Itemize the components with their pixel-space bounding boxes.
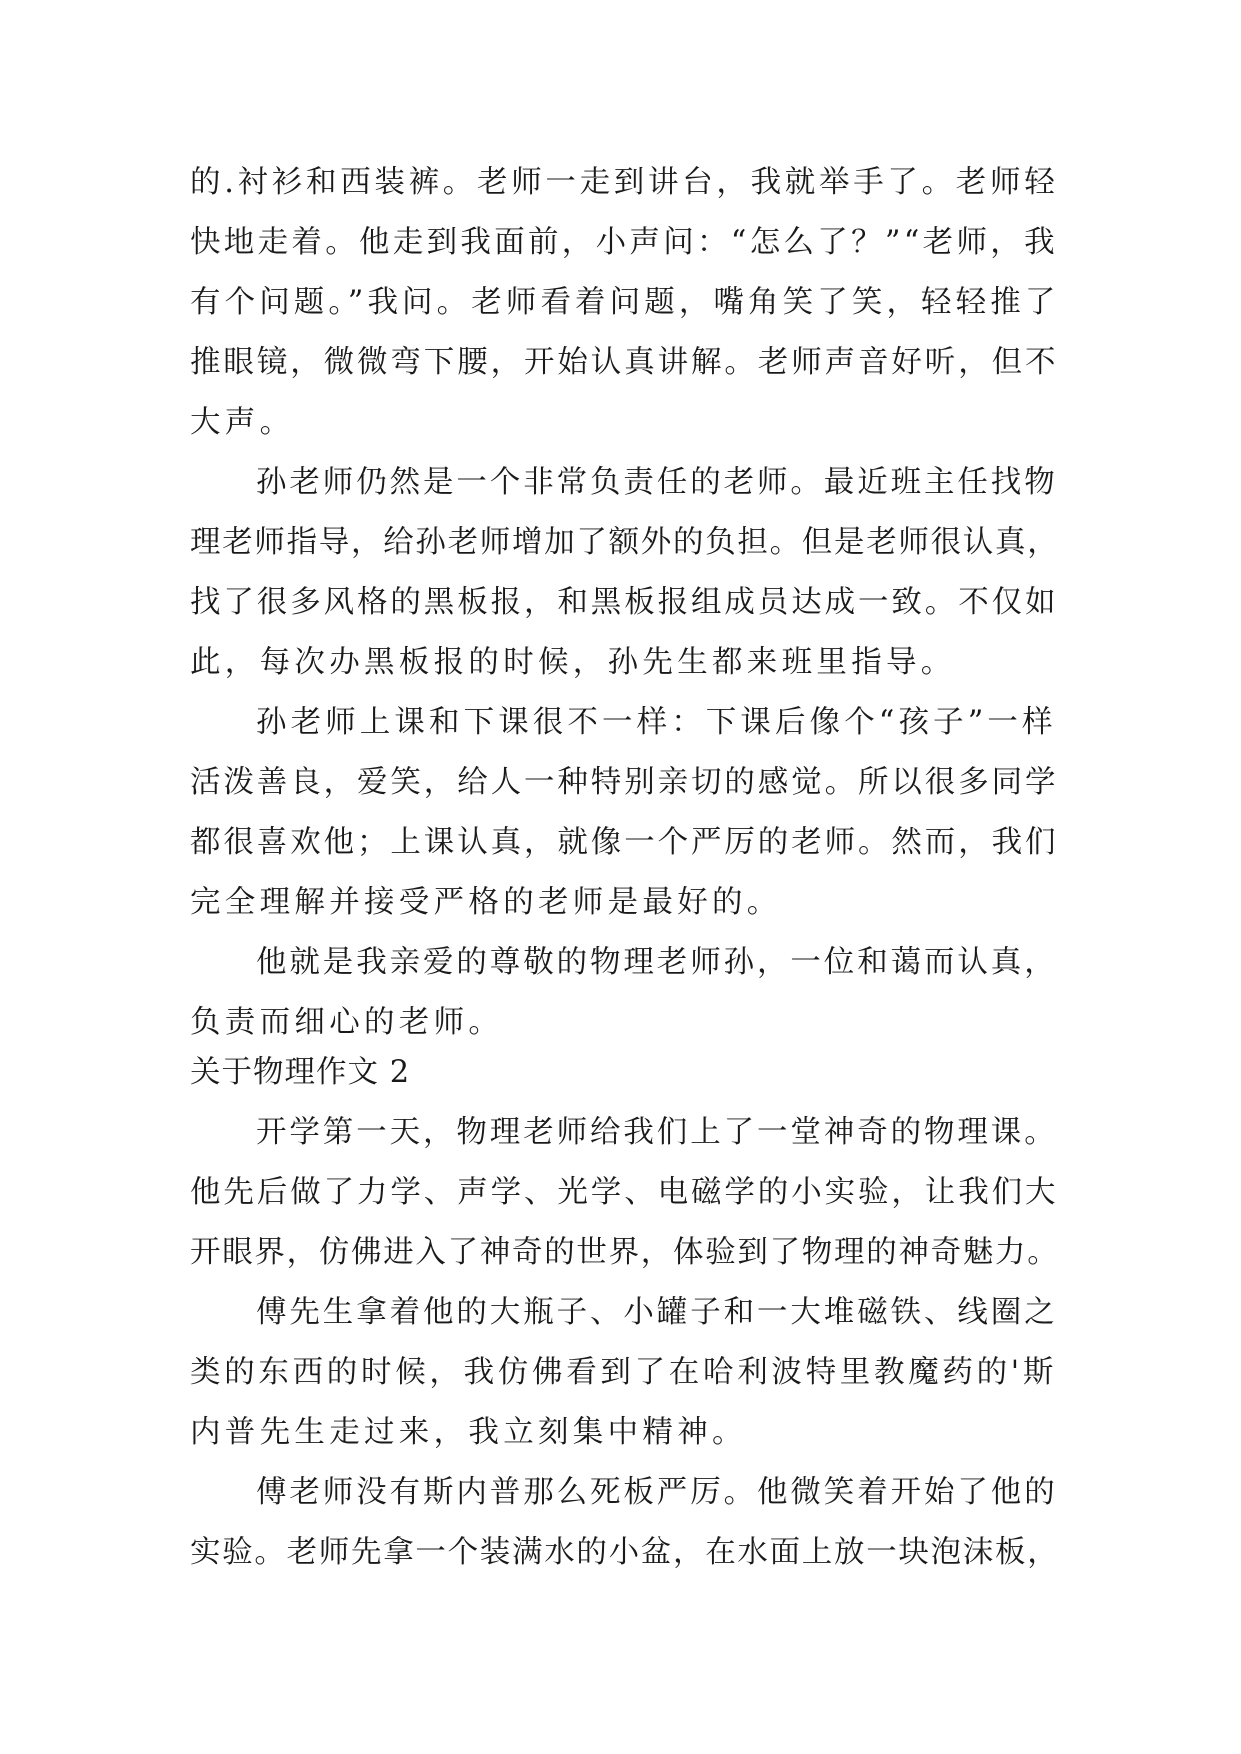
text-line: 有个问题。”我问。老师看着问题，嘴角笑了笑，轻轻推了 (190, 285, 1060, 320)
document-page (190, 0, 1060, 1754)
text-line: 负责而细心的老师。 (190, 1005, 504, 1040)
text-line: 此，每次办黑板报的时候，孙先生都来班里指导。 (190, 645, 956, 680)
text-line: 内普先生走过来，我立刻集中精神。 (190, 1415, 747, 1450)
text-line: 都很喜欢他；上课认真，就像一个严厉的老师。然而，我们 (190, 825, 1059, 860)
section-heading: 关于物理作文 2 (190, 1055, 411, 1090)
text-line: 类的东西的时候，我仿佛看到了在哈利波特里教魔药的'斯 (190, 1355, 1058, 1390)
text-line: 活泼善良，爱笑，给人一种特别亲切的感觉。所以很多同学 (190, 765, 1059, 800)
text-line: 快地走着。他走到我面前，小声问：“怎么了？”“老师，我 (190, 225, 1058, 260)
text-line: 他先后做了力学、声学、光学、电磁学的小实验，让我们大 (190, 1175, 1059, 1210)
text-line: 找了很多风格的黑板报，和黑板报组成员达成一致。不仅如 (190, 585, 1059, 620)
text-line: 理老师指导，给孙老师增加了额外的负担。但是老师很认真， (190, 525, 1060, 560)
text-line: 开学第一天，物理老师给我们上了一堂神奇的物理课。 (256, 1115, 1058, 1150)
text-line: 完全理解并接受严格的老师是最好的。 (190, 885, 782, 920)
text-line: 大声。 (190, 405, 295, 440)
text-line: 他就是我亲爱的尊敬的物理老师孙，一位和蔼而认真， (256, 945, 1058, 980)
text-line: 实验。老师先拿一个装满水的小盆，在水面上放一块泡沫板， (190, 1535, 1060, 1570)
text-line: 傅先生拿着他的大瓶子、小罐子和一大堆磁铁、线圈之 (256, 1295, 1058, 1330)
text-line: 孙老师上课和下课很不一样：下课后像个“孩子”一样 (256, 705, 1057, 740)
text-line: 傅老师没有斯内普那么死板严厉。他微笑着开始了他的 (256, 1475, 1058, 1510)
text-line: 推眼镜，微微弯下腰，开始认真讲解。老师声音好听，但不 (190, 345, 1059, 380)
text-line: 的.衬衫和西装裤。老师一走到讲台，我就举手了。老师轻 (190, 165, 1059, 200)
text-line: 孙老师仍然是一个非常负责任的老师。最近班主任找物 (256, 465, 1058, 500)
text-line: 开眼界，仿佛进入了神奇的世界，体验到了物理的神奇魅力。 (190, 1235, 1060, 1270)
